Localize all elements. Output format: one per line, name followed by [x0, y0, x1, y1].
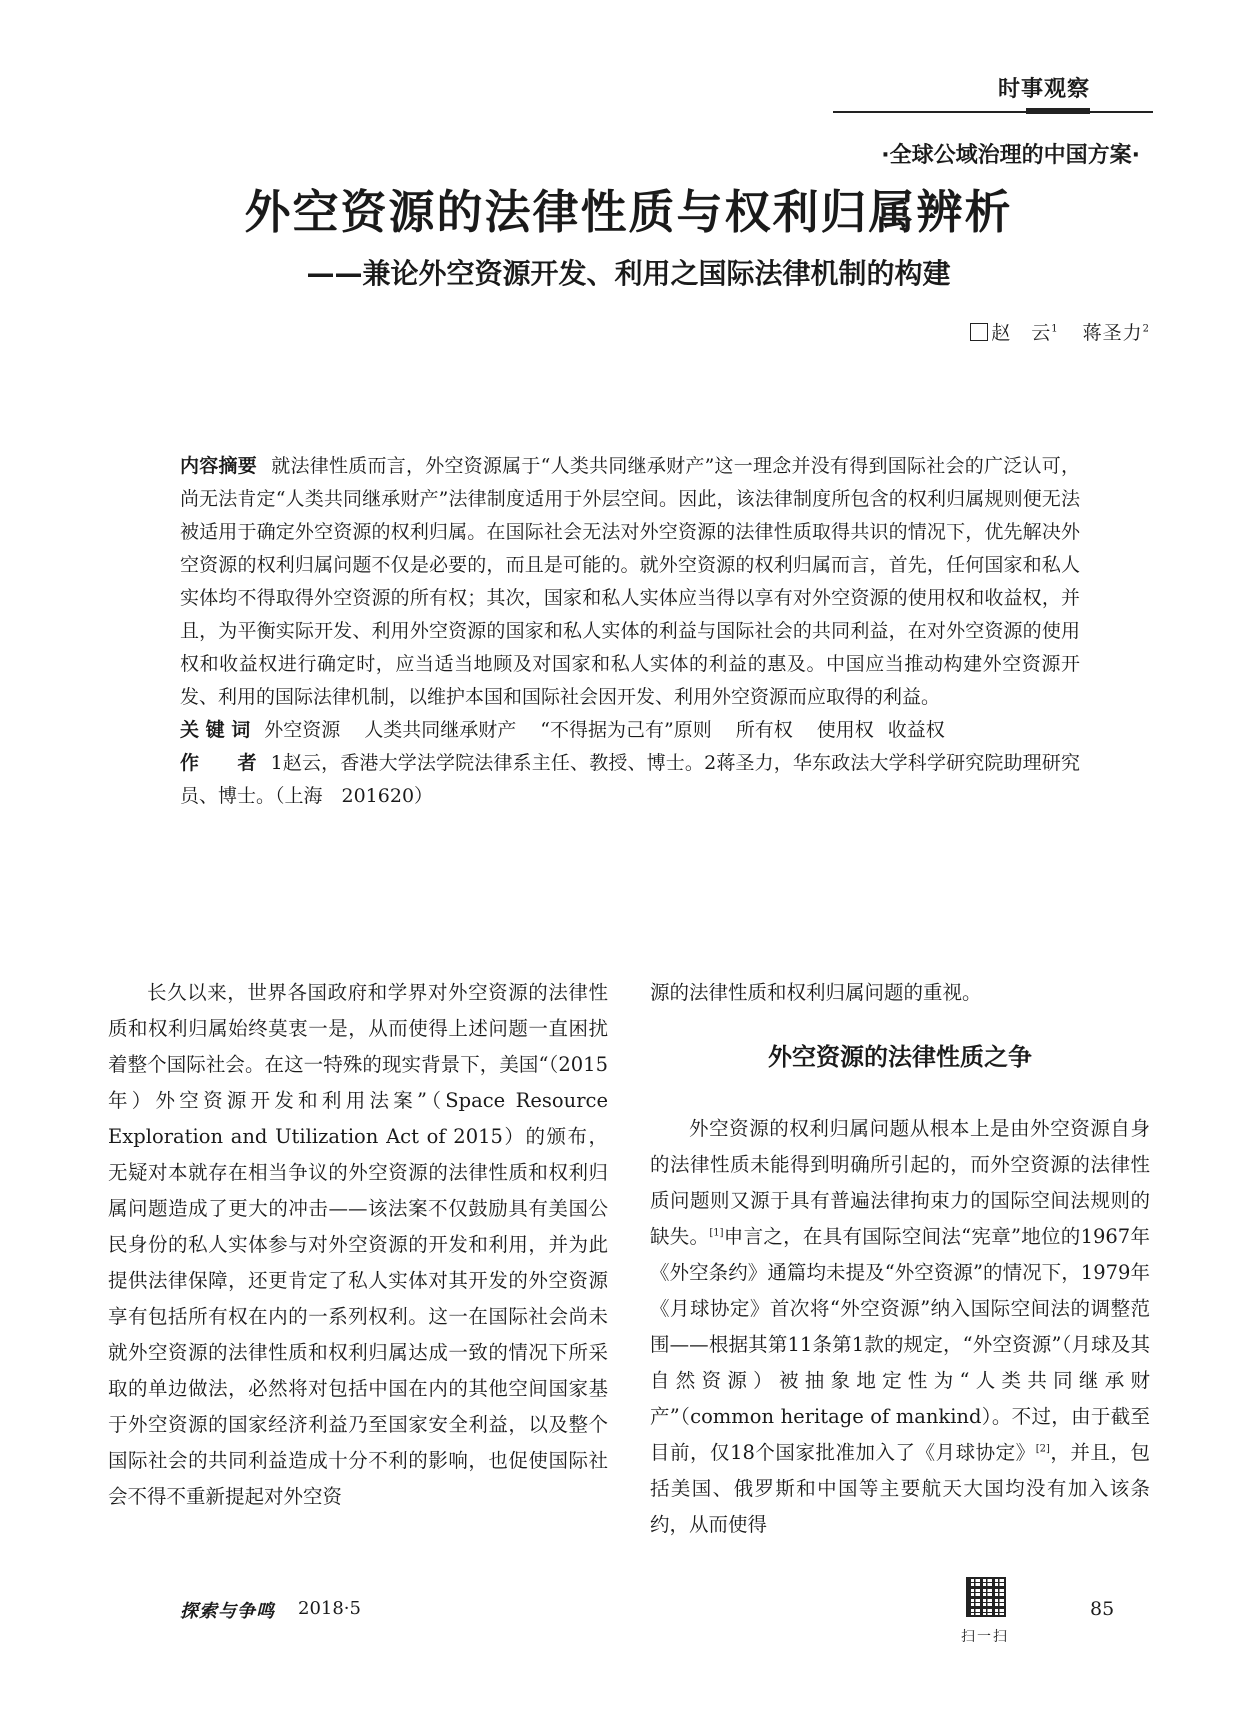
author-1-sup: 1 [1051, 323, 1059, 335]
author-line [760, 318, 1150, 345]
body-paragraph [650, 1111, 1150, 1543]
article-title: 外空资源的法律性质与权利归属辨析 [244, 185, 1013, 239]
author-info-label: 作 者 [180, 752, 257, 774]
body-column-left [108, 975, 608, 1515]
page-number: 85 [1090, 1598, 1115, 1620]
citation-ref: [2] [1035, 1443, 1050, 1455]
body-text: ，并且，包括美国、俄罗斯和中国等主要航天大国均没有加入该条约，从而使得 [650, 1441, 1150, 1536]
header-rule [833, 111, 1153, 113]
citation-ref: [1] [709, 1227, 724, 1239]
journal-logo: 探索与争鸣 [180, 1601, 275, 1622]
series-label: ·全球公域治理的中国方案· [881, 143, 1140, 168]
author-1: 赵 云 [991, 322, 1052, 344]
body-column-right [650, 975, 1150, 1543]
keyword: 外空资源 [264, 719, 341, 741]
keyword: 人类共同继承财产 [364, 719, 517, 741]
keyword: 使用权 [816, 719, 874, 741]
section-tag: 时事观察 [997, 77, 1090, 102]
abstract-block [180, 450, 1080, 813]
square-icon [970, 323, 988, 341]
body-text: 外空资源的权利归属问题从根本上是由外空资源自身的法律性质未能得到明确所引起的，而外空资源的法律性质问题则又源于具有普遍法律拘束力的国际空间法规则的缺失。 [650, 1117, 1150, 1248]
author-2-sup: 2 [1142, 323, 1150, 335]
body-text: 申言之，在具有国际空间法“宪章”地位的1967年《外空条约》通篇均未提及“外空资源”的情况下，1979年《月球协定》首次将“外空资源”纳入国际空间法的调整范围——根据其第11条第1款的规定，“外空资源”（月球及其自然资源）被抽象地定性为“人类共同继承财产”（common heritage of mankind）。不过，由于截至目前，仅18个国家批准加入了《月球协定》 [650, 1225, 1150, 1464]
abstract-label: 内容摘要 [180, 455, 257, 477]
keywords-label: 关 键 词 [180, 719, 251, 741]
abstract-text: 就法律性质而言，外空资源属于“人类共同继承财产”这一理念并没有得到国际社会的广泛认可，尚无法肯定“人类共同继承财产”法律制度适用于外层空间。因此，该法律制度所包含的权利归属规则便无法被适用于确定外空资源的权利归属。在国际社会无法对外空资源的法律性质取得共识的情况下，优先解决外空资源的权利归属问题不仅是必要的，而且是可能的。就外空资源的权利归属而言，首先，任何国家和私人实体均不得取得外空资源的所有权；其次，国家和私人实体应当得以享有对外空资源的使用权和收益权，并且，为平衡实际开发、利用外空资源的国家和私人实体的利益与国际社会的共同利益，在对外空资源的使用权和收益权进行确定时，应当适当地顾及对国家和私人实体的利益的惠及。中国应当推动构建外空资源开发、利用的国际法律机制，以维护本国和国际社会因开发、利用外空资源而应取得的利益。 [180, 455, 1080, 708]
qr-label: 扫一扫 [961, 1629, 1009, 1645]
body-paragraph-continued: 源的法律性质和权利归属问题的重视。 [650, 981, 982, 1004]
qr-code-icon [966, 1577, 1006, 1617]
keyword: “不得据为己有”原则 [540, 719, 712, 741]
keywords-line [180, 714, 1080, 747]
keyword: 收益权 [887, 719, 945, 741]
body-paragraph: 长久以来，世界各国政府和学界对外空资源的法律性质和权利归属始终莫衷一是，从而使得上述问题一直困扰着整个国际社会。在这一特殊的现实背景下，美国“（2015年）外空资源开发和利用法案”（Space Resource Exploration and Utilization Act of 2015）的颁布，无疑对本就存在相当争议的外空资源的法律性质和权利归属问题造成了更大的冲击——该法案不仅鼓励具有美国公民身份的私人实体参与对外空资源的开发和利用，并为此提供法律保障，还更肯定了私人实体对其开发的外空资源享有包括所有权在内的一系列权利。这一在国际社会尚未就外空资源的法律性质和权利归属达成一致的情况下所采取的单边做法，必然将对包括中国在内的其他空间国家基于外空资源的国家经济利益乃至国家安全利益，以及整个国际社会的共同利益造成十分不利的影响，也促使国际社会不得不重新提起对外空资 [108, 981, 608, 1508]
header-rule-accent [1026, 108, 1090, 114]
section-heading: 外空资源的法律性质之争 [768, 1043, 1032, 1071]
author-2: 蒋圣力 [1082, 322, 1143, 344]
keyword: 所有权 [735, 719, 793, 741]
issue-number: 2018·5 [298, 1598, 361, 1619]
article-subtitle: ——兼论外空资源开发、利用之国际法律机制的构建 [306, 257, 951, 290]
author-info-text: 1赵云，香港大学法学院法律系主任、教授、博士。2蒋圣力，华东政法大学科学研究院助理研究员、博士。（上海 201620） [180, 752, 1080, 807]
